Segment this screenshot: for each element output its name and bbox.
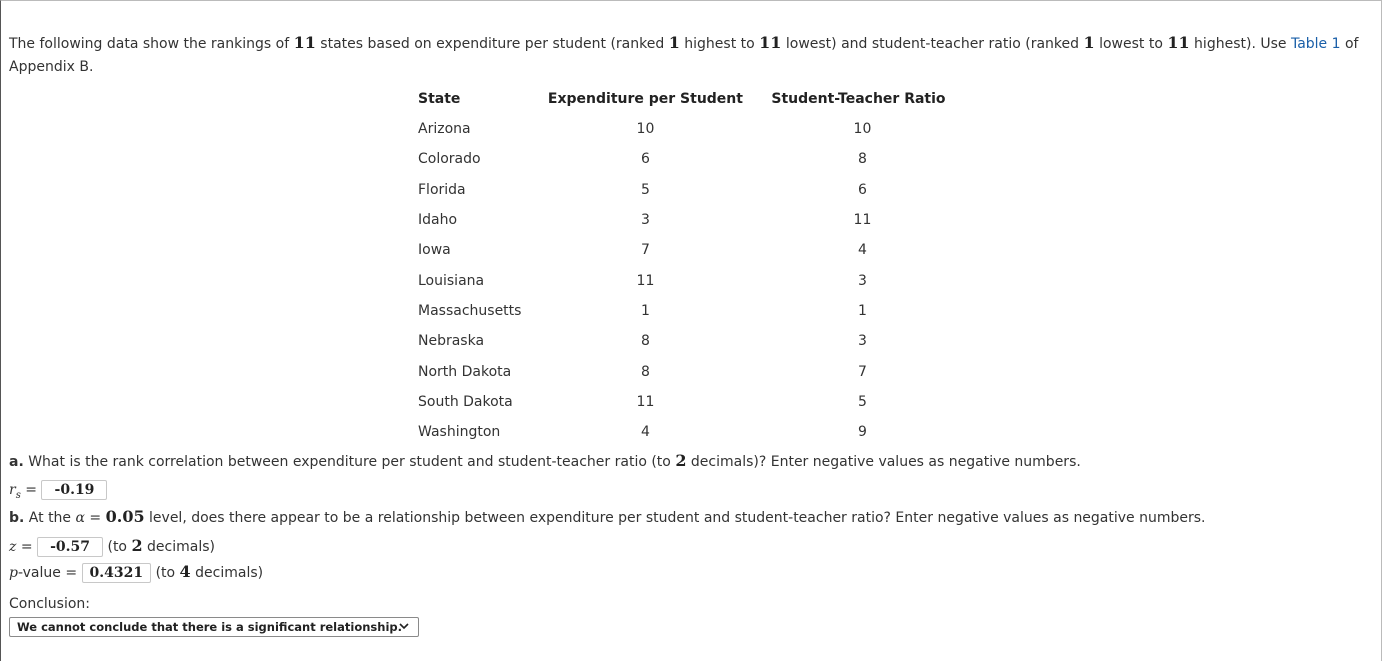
- expenditure-cell: 4: [640, 424, 650, 441]
- expenditure-cell: 7: [640, 242, 650, 259]
- header-expenditure: Expenditure per Student: [547, 91, 743, 107]
- rs-answer-field[interactable]: -0.19: [41, 480, 107, 500]
- expenditure-cell: 6: [640, 151, 650, 168]
- z-answer-field[interactable]: -0.57: [37, 537, 103, 557]
- header-state: State: [418, 91, 461, 107]
- state-cell: Florida: [418, 181, 466, 198]
- ratio-cell: 8: [857, 151, 867, 168]
- table-row: [406, 114, 959, 144]
- ratio-cell: 11: [853, 212, 872, 229]
- state-cell: Nebraska: [418, 333, 485, 350]
- state-cell: North Dakota: [418, 363, 512, 380]
- conclusion-select[interactable]: [9, 617, 419, 637]
- table-row: [406, 326, 959, 356]
- ratio-cell: 9: [857, 424, 867, 441]
- ratio-cell: 4: [857, 242, 867, 259]
- state-cell: Washington: [418, 424, 501, 441]
- table-row: [406, 205, 959, 235]
- table-header-row: [406, 84, 959, 114]
- expenditure-cell: 8: [640, 333, 650, 350]
- ratio-cell: 6: [857, 181, 867, 198]
- state-cell: Iowa: [418, 242, 451, 259]
- table-row: [406, 356, 959, 386]
- ratio-cell: 1: [857, 302, 867, 319]
- ratio-cell: 3: [857, 333, 867, 350]
- expenditure-cell: 1: [640, 302, 650, 319]
- expenditure-cell: 10: [636, 121, 655, 138]
- table-row: [406, 175, 959, 205]
- expenditure-cell: 5: [640, 181, 650, 198]
- problem-intro: The following data show the rankings of 11 states based on expenditure per student (ranked 1 highest to 11 lowest) and student-teacher ratio (ranked 1 lowest to 11 highest). Use Table 1 of Appendix B.: [9, 33, 1359, 75]
- ratio-cell: 10: [853, 121, 872, 138]
- question-a: a. What is the rank correlation between expenditure per student and student-teacher ratio (to 2 decimals)? Enter negative values as negative numbers.: [9, 451, 1081, 470]
- chevron-down-icon: [398, 620, 410, 632]
- rankings-table: [406, 84, 959, 447]
- z-answer-row: z = -0.57 (to 2 decimals): [9, 536, 215, 555]
- state-cell: Massachusetts: [418, 302, 522, 319]
- header-ratio: Student-Teacher Ratio: [771, 91, 946, 107]
- table-row: [406, 296, 959, 326]
- ratio-cell: 7: [857, 363, 867, 380]
- p-value-answer-field[interactable]: 0.4321: [82, 563, 152, 583]
- appendix-table-link[interactable]: Table 1: [1290, 36, 1341, 52]
- state-cell: Louisiana: [418, 272, 485, 289]
- conclusion-label: Conclusion:: [9, 596, 91, 612]
- expenditure-cell: 8: [640, 363, 650, 380]
- state-cell: South Dakota: [418, 393, 513, 410]
- table-row: [406, 265, 959, 295]
- p-answer-row: p-value = 0.4321 (to 4 decimals): [9, 562, 264, 581]
- table-row: [406, 144, 959, 174]
- ratio-cell: 5: [857, 393, 867, 410]
- ratio-cell: 3: [857, 272, 867, 289]
- question-b: b. At the α = 0.05 level, does there appear to be a relationship between expenditure per student and student-teacher ratio? Enter negative values as negative numbers.: [9, 507, 1206, 526]
- state-cell: Arizona: [418, 121, 471, 138]
- rs-answer-row: $r_s = -0.19$: [9, 480, 107, 501]
- table-row: [406, 417, 959, 447]
- expenditure-cell: 11: [636, 272, 655, 289]
- expenditure-cell: 3: [640, 212, 650, 229]
- state-cell: Colorado: [418, 151, 481, 168]
- conclusion-selected-value: We cannot conclude that there is a significant relationship.: [17, 620, 402, 634]
- expenditure-cell: 11: [636, 393, 655, 410]
- state-cell: Idaho: [418, 212, 458, 229]
- table-row: [406, 387, 959, 417]
- table-row: [406, 235, 959, 265]
